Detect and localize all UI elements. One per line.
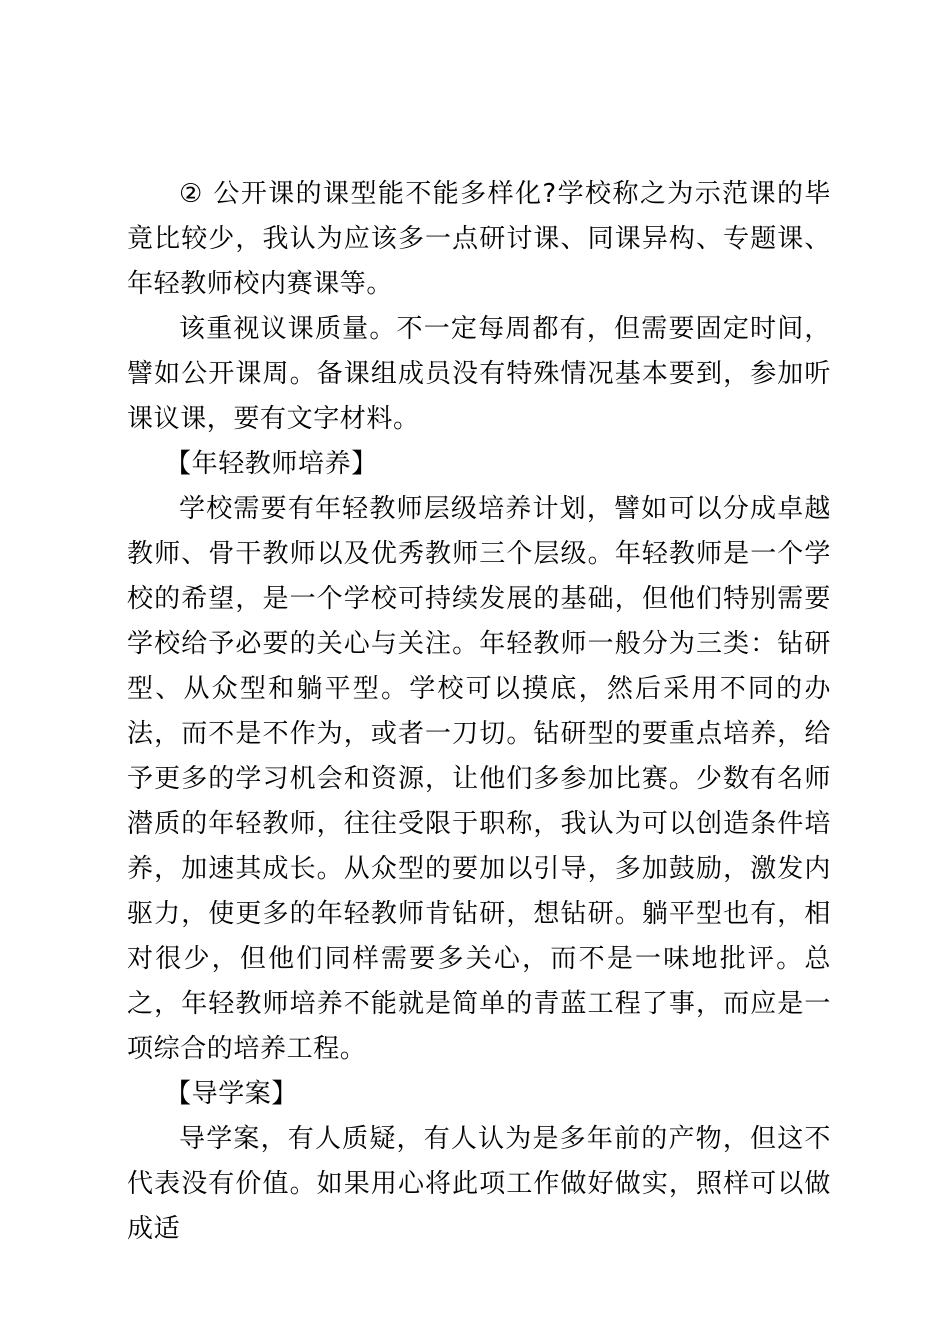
- paragraph-young-teachers: 学校需要有年轻教师层级培养计划，譬如可以分成卓越教师、骨干教师以及优秀教师三个层级。年轻教师是一个学校的希望，是一个学校可持续发展的基础，但他们特别需要学校给予必要的关心与关注。年轻教师一般分为三类：钻研型、从众型和躺平型。学校可以摸底，然后采用不同的办法，而不是不作为，或者一刀切。钻研型的要重点培养，给予更多的学习机会和资源，让他们多参加比赛。少数有名师潜质的年轻教师，往往受限于职称，我认为可以创造条件培养，加速其成长。从众型的要加以引导，多加鼓励，激发内驱力，使更多的年轻教师肯钻研，想钻研。躺平型也有，相对很少，但他们同样需要多关心，而不是一味地批评。总之，年轻教师培养不能就是简单的青蓝工程了事，而应是一项综合的培养工程。: [127, 494, 831, 1064]
- document-page: [127, 172, 831, 1252]
- paragraph-study-guide: 导学案，有人质疑，有人认为是多年前的产物，但这不代表没有价值。如果用心将此项工作做好做实，照样可以做成适: [127, 1124, 831, 1244]
- section-heading-study-guide: 【导学案】: [165, 1079, 299, 1109]
- section-heading-young-teachers: 【年轻教师培养】: [165, 449, 378, 479]
- paragraph-lesson-review: 该重视议课质量。不一定每周都有，但需要固定时间，譬如公开课周。备课组成员没有特殊情况基本要到，参加听课议课，要有文字材料。: [127, 314, 831, 434]
- paragraph-open-class-types: ② 公开课的课型能不能多样化?学校称之为示范课的毕竟比较少，我认为应该多一点研讨课、同课异构、专题课、年轻教师校内赛课等。: [127, 179, 831, 299]
